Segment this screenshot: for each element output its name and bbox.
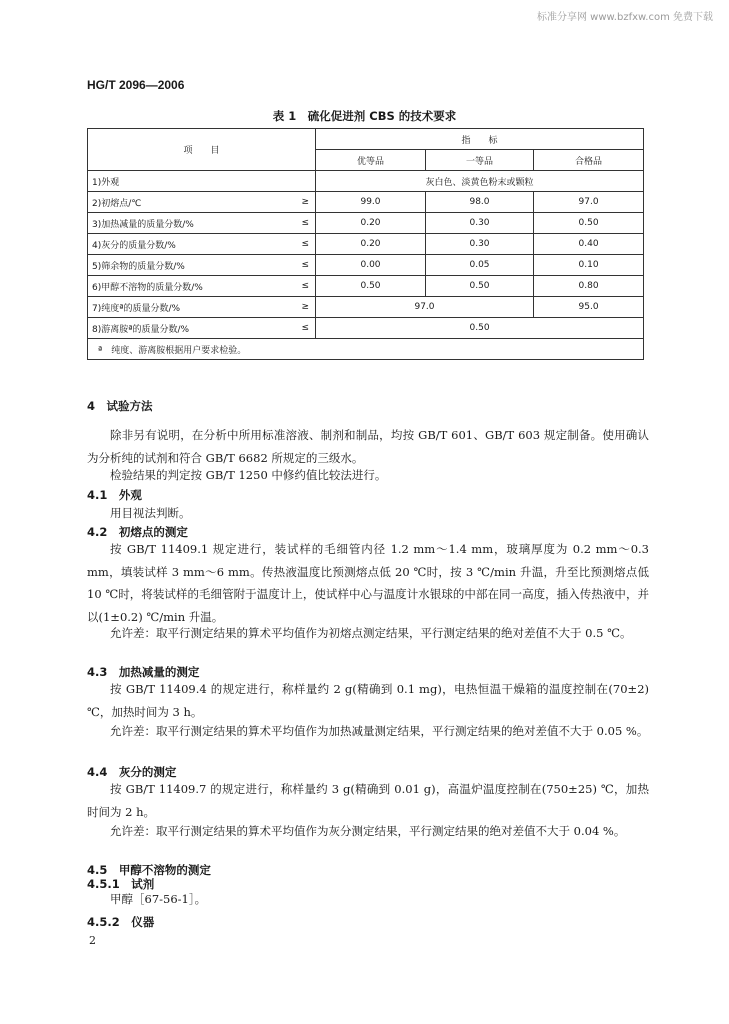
- paragraph: 按 GB/T 11409.1 规定进行，装试样的毛细管内径 1.2 mm～1.4 mm，玻璃厚度为 0.2 mm～0.3 mm，填装试样 3 mm～6 mm。传热液温度比预测熔点低 20 ℃时，按 3 ℃/min 升温，升至比预测熔点低 10 ℃时，将装试样的毛细管附于温度计上，使试样中心与温度计水银球的中部在同一高度，插入传热液中，并以(1±0.2) ℃/min 升温。: [87, 542, 649, 624]
- section-heading: 4 试验方法: [87, 399, 153, 413]
- table-row: [88, 171, 644, 192]
- row-value: 0.30: [426, 234, 534, 255]
- row-value: 0.40: [534, 234, 644, 255]
- row-operator: ≤: [286, 276, 316, 297]
- row-value: 0.50: [534, 213, 644, 234]
- row-value: 0.50: [426, 276, 534, 297]
- row-operator: ≤: [286, 255, 316, 276]
- row-value: 0.20: [316, 213, 426, 234]
- table-row: [88, 213, 644, 234]
- row-value: 0.05: [426, 255, 534, 276]
- table-footnote: ª 纯度、游离胺根据用户要求检验。: [88, 339, 644, 360]
- section-heading: 4.4 灰分的测定: [87, 765, 177, 779]
- row-value: 0.00: [316, 255, 426, 276]
- row-item: 5)筛余物的质量分数/%: [88, 255, 286, 276]
- row-operator: ≤: [286, 234, 316, 255]
- row-operator: ≥: [286, 192, 316, 213]
- section-heading: 4.5.1 试剂: [87, 877, 155, 891]
- grade-header: 一等品: [426, 150, 534, 171]
- spec-table: [87, 128, 644, 360]
- table-caption: 表 1 硫化促进剂 CBS 的技术要求: [272, 109, 457, 123]
- row-value: 灰白色、淡黄色粉末或颗粒: [316, 171, 644, 192]
- table-row: [88, 255, 644, 276]
- paragraph: 允许差：取平行测定结果的算术平均值作为加热减量测定结果，平行测定结果的绝对差值不大于 0.05 %。: [110, 724, 649, 738]
- row-value: 0.50: [316, 318, 644, 339]
- paragraph: 除非另有说明，在分析中所用标准溶液、制剂和制品，均按 GB/T 601、GB/T 603 规定制备。使用确认为分析纯的试剂和符合 GB/T 6682 所规定的三级水。: [87, 428, 649, 465]
- section-heading: 4.2 初熔点的测定: [87, 525, 188, 539]
- row-value: 0.20: [316, 234, 426, 255]
- row-value: 0.30: [426, 213, 534, 234]
- standard-number: HG/T 2096—2006: [87, 78, 185, 92]
- paragraph: 允许差：取平行测定结果的算术平均值作为初熔点测定结果，平行测定结果的绝对差值不大于 0.5 ℃。: [110, 626, 632, 640]
- col-header-item: 项 目: [88, 129, 316, 171]
- row-item: 8)游离胺ª的质量分数/%: [88, 318, 286, 339]
- row-item: 4)灰分的质量分数/%: [88, 234, 286, 255]
- table-row: [88, 192, 644, 213]
- row-value: 97.0: [316, 297, 534, 318]
- page-number: 2: [89, 934, 96, 947]
- row-operator: ≥: [286, 297, 316, 318]
- row-item: 2)初熔点/℃: [88, 192, 286, 213]
- table-row: [88, 297, 644, 318]
- row-value: 0.50: [316, 276, 426, 297]
- section-heading: 4.5 甲醇不溶物的测定: [87, 863, 211, 877]
- row-item: 6)甲醇不溶物的质量分数/%: [88, 276, 286, 297]
- row-item: 1)外观: [88, 171, 316, 192]
- paragraph: 用目视法判断。: [110, 506, 191, 520]
- row-value: 99.0: [316, 192, 426, 213]
- col-header-index: 指 标: [316, 129, 644, 150]
- row-value: 95.0: [534, 297, 644, 318]
- paragraph: 检验结果的判定按 GB/T 1250 中修约值比较法进行。: [110, 468, 387, 482]
- row-item: 3)加热减量的质量分数/%: [88, 213, 286, 234]
- section-heading: 4.5.2 仪器: [87, 915, 155, 929]
- grade-header: 合格品: [534, 150, 644, 171]
- paragraph: 甲醇［67-56-1］。: [110, 892, 207, 906]
- row-operator: ≤: [286, 213, 316, 234]
- row-value: 0.10: [534, 255, 644, 276]
- watermark-text: 标准分享网 www.bzfxw.com 免费下载: [537, 12, 713, 23]
- section-heading: 4.1 外观: [87, 488, 142, 502]
- paragraph: 允许差：取平行测定结果的算术平均值作为灰分测定结果，平行测定结果的绝对差值不大于 0.04 %。: [110, 824, 626, 838]
- row-item: 7)纯度ª的质量分数/%: [88, 297, 286, 318]
- grade-header: 优等品: [316, 150, 426, 171]
- table-row: [88, 234, 644, 255]
- paragraph: 按 GB/T 11409.7 的规定进行，称样量约 3 g(精确到 0.01 g)，高温炉温度控制在(750±25) ℃，加热时间为 2 h。: [87, 782, 649, 819]
- paragraph: 按 GB/T 11409.4 的规定进行，称样量约 2 g(精确到 0.1 mg)，电热恒温干燥箱的温度控制在(70±2) ℃，加热时间为 3 h。: [87, 682, 649, 719]
- row-operator: ≤: [286, 318, 316, 339]
- table-row: [88, 276, 644, 297]
- table-row: [88, 318, 644, 339]
- row-value: 97.0: [534, 192, 644, 213]
- row-value: 98.0: [426, 192, 534, 213]
- row-value: 0.80: [534, 276, 644, 297]
- section-heading: 4.3 加热减量的测定: [87, 665, 200, 679]
